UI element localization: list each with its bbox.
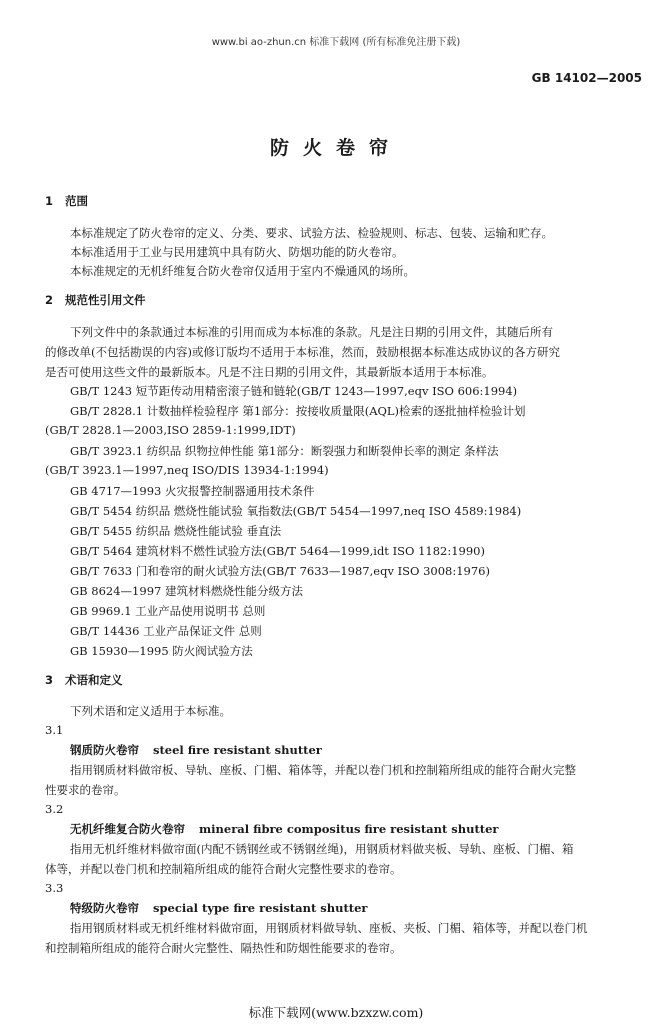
footer-watermark: 标准下载网(www.bzxzw.com) — [248, 1005, 424, 1020]
paragraph: 下列术语和定义适用于本标准。 — [70, 704, 231, 718]
page-title: 防火卷帘 — [269, 137, 402, 159]
reference-item: GB/T 3923.1 纺织品 织物拉伸性能 第1部分：断裂强力和断裂伸长率的测定 条样法 — [70, 444, 499, 458]
paragraph: 下列文件中的条款通过本标准的引用而成为本标准的条款。凡是注日期的引用文件，其随后所有 — [70, 325, 553, 339]
section-number: 2 — [45, 293, 54, 307]
reference-item: GB 9969.1 工业产品使用说明书 总则 — [70, 604, 266, 618]
section-2-heading — [45, 292, 146, 308]
term-english: mineral fibre compositus fire resistant shutter — [199, 822, 499, 836]
term-definition: 指用钢质材料做帘板、导轨、座板、门楣、箱体等，并配以卷门机和控制箱所组成的能符合耐火完整 — [70, 763, 576, 777]
paragraph: 本标准规定了防火卷帘的定义、分类、要求、试验方法、检验规则、标志、包装、运输和贮存。 — [70, 226, 553, 240]
paragraph: 是否可使用这些文件的最新版本。凡是不注日期的引用文件，其最新版本适用于本标准。 — [45, 365, 494, 379]
site-header: www.bi ao-zhun.cn 标准下载网 (所有标准免注册下载) — [211, 37, 461, 48]
paragraph: 的修改单(不包括勘误的内容)或修订版均不适用于本标准，然而，鼓励根据本标准达成协议的各方研究 — [45, 345, 560, 359]
reference-item: GB 15930—1995 防火阀试验方法 — [70, 644, 253, 658]
reference-item: GB/T 2828.1 计数抽样检验程序 第1部分：按接收质量限(AQL)检索的逐批抽样检验计划 — [70, 404, 526, 418]
section-number: 3 — [45, 673, 54, 687]
term-chinese: 特级防火卷帘 — [70, 901, 139, 915]
section-1-heading — [45, 193, 88, 209]
term-chinese: 钢质防火卷帘 — [70, 743, 139, 757]
section-title: 范围 — [65, 194, 88, 208]
reference-item: GB 8624—1997 建筑材料燃烧性能分级方法 — [70, 584, 303, 598]
reference-item: GB/T 5455 纺织品 燃烧性能试验 垂直法 — [70, 524, 282, 538]
term-heading — [70, 742, 322, 758]
section-3-heading — [45, 672, 123, 688]
term-definition: 指用钢质材料或无机纤维材料做帘面，用钢质材料做导轨、座板、夹板、门楣、箱体等，并配以卷门机 — [70, 921, 588, 935]
reference-item: (GB/T 3923.1—1997,neq ISO/DIS 13934-1:1994) — [45, 463, 329, 477]
section-title: 术语和定义 — [65, 673, 123, 687]
term-chinese: 无机纤维复合防火卷帘 — [70, 822, 185, 836]
term-heading — [70, 821, 499, 837]
paragraph: 本标准适用于工业与民用建筑中具有防火、防烟功能的防火卷帘。 — [70, 245, 404, 259]
term-english: steel fire resistant shutter — [153, 743, 322, 757]
section-title: 规范性引用文件 — [65, 293, 146, 307]
standard-number: GB 14102—2005 — [531, 71, 642, 85]
section-number: 1 — [45, 194, 54, 208]
reference-item: GB/T 5454 纺织品 燃烧性能试验 氧指数法(GB/T 5454—1997,neq ISO 4589:1984) — [70, 504, 522, 518]
reference-item: GB/T 14436 工业产品保证文件 总则 — [70, 624, 262, 638]
term-heading — [70, 900, 367, 916]
term-number: 3.3 — [45, 881, 64, 895]
reference-item: (GB/T 2828.1—2003,ISO 2859-1:1999,IDT) — [45, 423, 296, 437]
term-number: 3.1 — [45, 723, 64, 737]
reference-item: GB/T 7633 门和卷帘的耐火试验方法(GB/T 7633—1987,eqv ISO 3008:1976) — [70, 564, 490, 578]
paragraph: 本标准规定的无机纤维复合防火卷帘仅适用于室内不燥通风的场所。 — [70, 264, 415, 278]
term-definition: 和控制箱所组成的能符合耐火完整性、隔热性和防烟性能要求的卷帘。 — [45, 941, 402, 955]
term-english: special type fire resistant shutter — [153, 901, 368, 915]
term-definition: 指用无机纤维材料做帘面(内配不锈钢丝或不锈钢丝绳)，用钢质材料做夹板、导轨、座板、门楣、箱 — [70, 842, 574, 856]
reference-item: GB/T 5464 建筑材料不燃性试验方法(GB/T 5464—1999,idt ISO 1182:1990) — [70, 544, 485, 558]
term-definition: 性要求的卷帘。 — [45, 783, 126, 797]
term-number: 3.2 — [45, 802, 64, 816]
reference-item: GB 4717—1993 火灾报警控制器通用技术条件 — [70, 484, 315, 498]
term-definition: 体等，并配以卷门机和控制箱所组成的能符合耐火完整性要求的卷帘。 — [45, 862, 402, 876]
reference-item: GB/T 1243 短节距传动用精密滚子链和链轮(GB/T 1243—1997,eqv ISO 606:1994) — [70, 384, 518, 398]
